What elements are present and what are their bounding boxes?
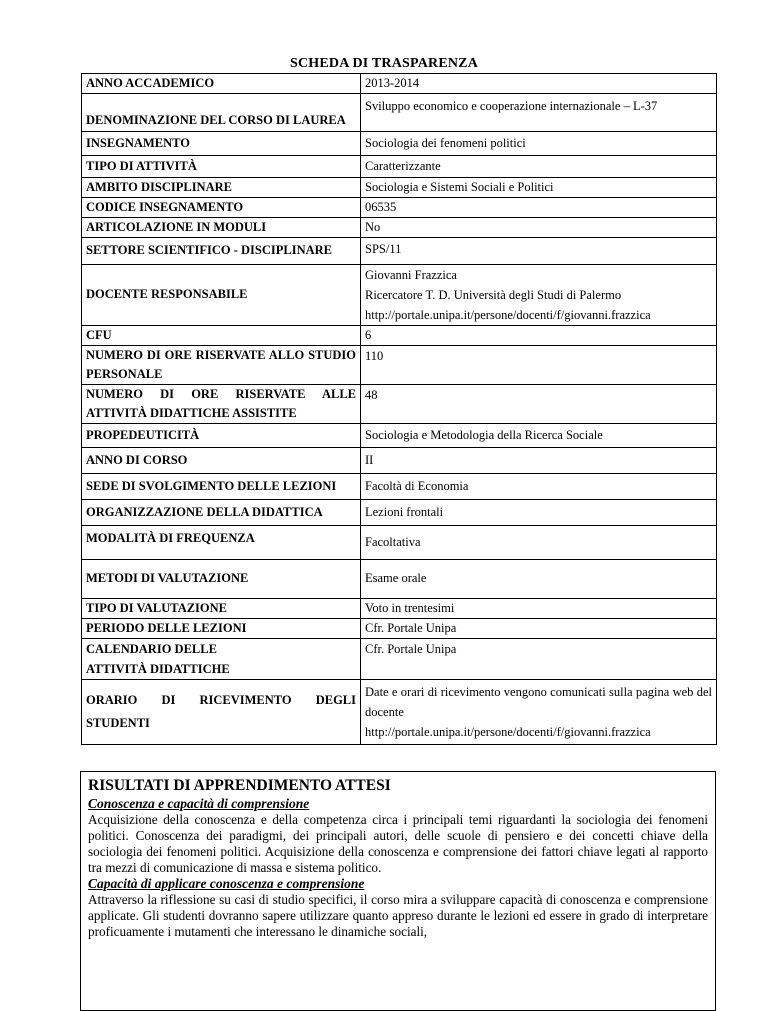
table-row <box>82 618 717 638</box>
row-key: ORARIO DI RICEVIMENTO DEGLI STUDENTI <box>82 679 361 744</box>
row-key: INSEGNAMENTO <box>82 132 361 156</box>
table-row <box>82 197 717 217</box>
row-key: ARTICOLAZIONE IN MODULI <box>82 217 361 237</box>
table-row <box>82 345 717 384</box>
row-key: CFU <box>82 325 361 345</box>
info-table <box>81 73 717 745</box>
table-row <box>82 264 717 325</box>
table-row <box>82 638 717 679</box>
row-value: SPS/11 <box>361 237 717 264</box>
row-value: Facoltativa <box>361 525 717 559</box>
row-key: DENOMINAZIONE DEL CORSO DI LAUREA <box>82 94 361 132</box>
row-value: 48 <box>361 384 717 423</box>
row-key: ANNO DI CORSO <box>82 447 361 473</box>
row-value: 110 <box>361 345 717 384</box>
row-value: Voto in trentesimi <box>361 598 717 618</box>
row-value: No <box>361 217 717 237</box>
docente-name: Giovanni Frazzica <box>365 267 457 282</box>
row-value <box>361 264 717 325</box>
row-value <box>361 679 717 744</box>
row-value: Cfr. Portale Unipa <box>361 618 717 638</box>
row-value: Esame orale <box>361 559 717 598</box>
table-row <box>82 156 717 178</box>
table-row <box>82 237 717 264</box>
table-row <box>82 74 717 94</box>
table-row <box>82 447 717 473</box>
row-key: ANNO ACCADEMICO <box>82 74 361 94</box>
section-subheading: Capacità di applicare conoscenza e comprensione <box>88 876 365 891</box>
row-key: PROPEDEUTICITÀ <box>82 423 361 447</box>
row-value: Sociologia dei fenomeni politici <box>361 132 717 156</box>
row-key: SEDE DI SVOLGIMENTO DELLE LEZIONI <box>82 473 361 499</box>
table-row <box>82 598 717 618</box>
table-row <box>82 217 717 237</box>
row-key: AMBITO DISCIPLINARE <box>82 178 361 198</box>
table-row <box>82 178 717 198</box>
table-row <box>82 499 717 525</box>
document-title: SCHEDA DI TRASPARENZA <box>289 56 479 71</box>
table-row <box>82 94 717 132</box>
row-key: SETTORE SCIENTIFICO - DISCIPLINARE <box>82 237 361 264</box>
row-value: II <box>361 447 717 473</box>
section-subheading: Conoscenza e capacità di comprensione <box>88 796 310 811</box>
row-key: NUMERO DI ORE RISERVATE ALLO STUDIO PERSONALE <box>82 345 361 384</box>
row-value: 2013-2014 <box>361 74 717 94</box>
ricevimento-text: Date e orari di ricevimento vengono comunicati sulla pagina web del docente <box>365 684 712 719</box>
row-value: Cfr. Portale Unipa <box>361 638 717 679</box>
row-key: ORGANIZZAZIONE DELLA DIDATTICA <box>82 499 361 525</box>
table-row <box>82 679 717 744</box>
row-key: CODICE INSEGNAMENTO <box>82 197 361 217</box>
docente-url: http://portale.unipa.it/persone/docenti/f/giovanni.frazzica <box>365 307 651 322</box>
section-text: Acquisizione della conoscenza e della competenza circa i principali temi riguardanti la sociologia dei fenomeni politici. Conoscenza dei paradigmi, dei principali autori, delle scuole di pensiero e dei concetti chiave della sociologia dei fenomeni politici. Acquisizione della conoscenza e comprensione dei fattori chiave legati al rapporto tra mezzi di comunicazione di massa e sistema politico. <box>88 812 708 875</box>
row-key: MODALITÀ DI FREQUENZA <box>82 525 361 559</box>
learning-outcomes-heading: RISULTATI DI APPRENDIMENTO ATTESI <box>88 777 391 794</box>
table-row <box>82 325 717 345</box>
table-row <box>82 423 717 447</box>
row-key: DOCENTE RESPONSABILE <box>82 264 361 325</box>
row-value: 6 <box>361 325 717 345</box>
row-key: CALENDARIO DELLE ATTIVITÀ DIDATTICHE <box>82 638 361 679</box>
row-key: METODI DI VALUTAZIONE <box>82 559 361 598</box>
row-key: PERIODO DELLE LEZIONI <box>82 618 361 638</box>
table-row <box>82 132 717 156</box>
table-row <box>82 473 717 499</box>
table-row <box>82 559 717 598</box>
row-key: TIPO DI VALUTAZIONE <box>82 598 361 618</box>
table-row <box>82 384 717 423</box>
row-key: NUMERO DI ORE RISERVATE ALLE ATTIVITÀ DIDATTICHE ASSISTITE <box>82 384 361 423</box>
section-text: Attraverso la riflessione su casi di studio specifici, il corso mira a sviluppare capacità di conoscenza e comprensione applicate. Gli studenti dovranno sapere utilizzare quanto appreso durante le lezioni ed essere in grado di interpretare proficuamente i mutamenti che interessano le dinamiche sociali, <box>88 892 708 939</box>
ricevimento-url: http://portale.unipa.it/persone/docenti/f/giovanni.frazzica <box>365 724 651 739</box>
table-row <box>82 525 717 559</box>
row-value: Sociologia e Sistemi Sociali e Politici <box>361 178 717 198</box>
row-value: Caratterizzante <box>361 156 717 178</box>
row-key: TIPO DI ATTIVITÀ <box>82 156 361 178</box>
row-value: Lezioni frontali <box>361 499 717 525</box>
row-value: 06535 <box>361 197 717 217</box>
row-value: Facoltà di Economia <box>361 473 717 499</box>
docente-role: Ricercatore T. D. Università degli Studi di Palermo <box>365 287 622 302</box>
row-value: Sviluppo economico e cooperazione internazionale – L-37 <box>361 94 717 132</box>
learning-outcomes-box <box>80 771 716 1011</box>
row-value: Sociologia e Metodologia della Ricerca Sociale <box>361 423 717 447</box>
